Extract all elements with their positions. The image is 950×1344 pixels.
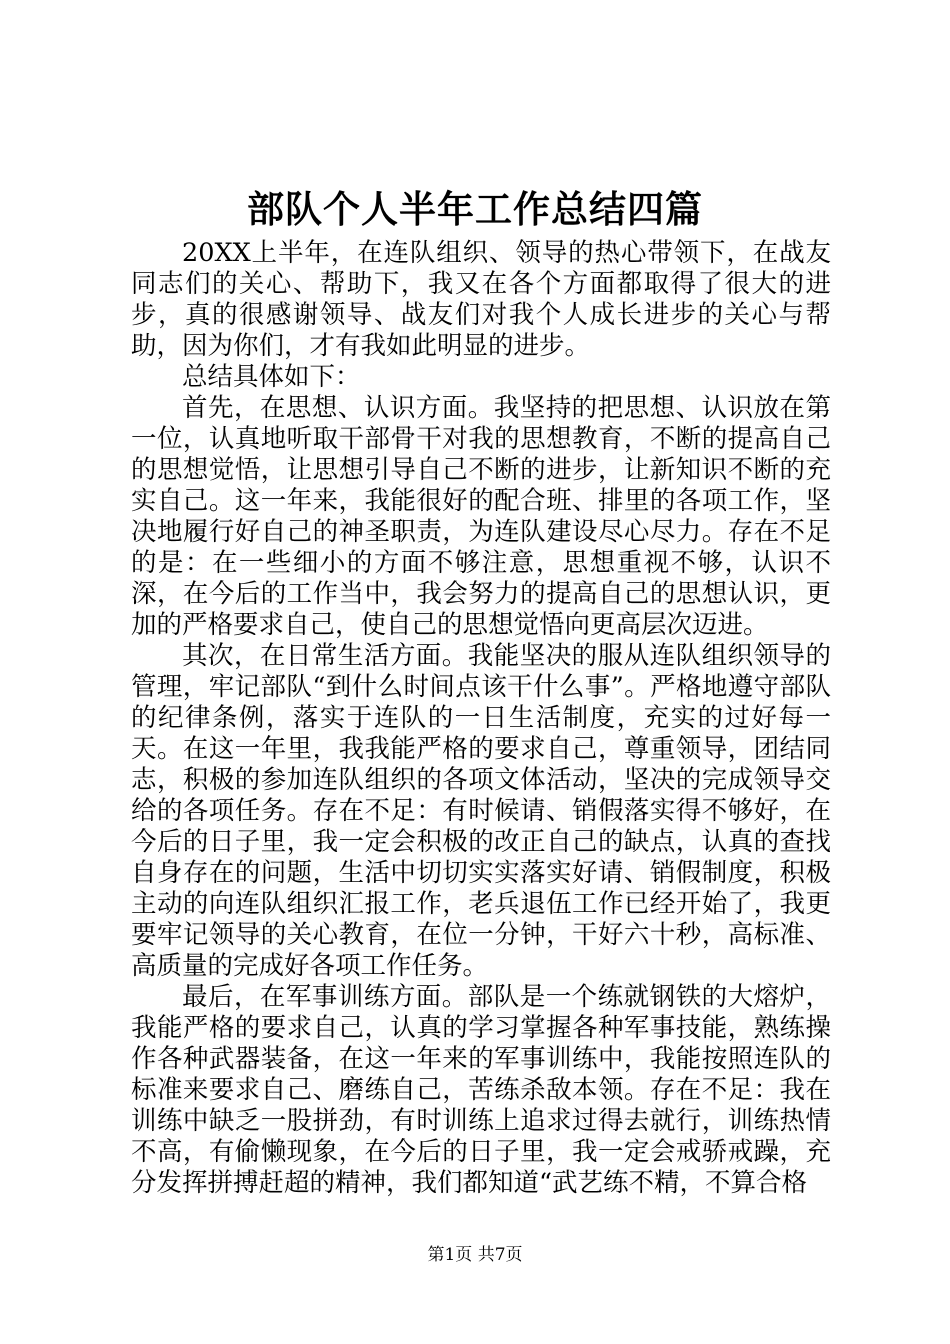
paragraph-summary-lead: 总结具体如下： (182, 362, 361, 392)
page-footer: 第1页 共7页 (427, 1245, 523, 1265)
paragraph-daily-life: 其次，在日常生活方面。我能坚决的服从连队组织领导的管理，牢记部队“到什么时间点该干什么事”。严格地遵守部队的纪律条例，落实于连队的一日生活制度，充实的过好每一天。在这一年里，我我能严格的要求自己，尊重领导，团结同志，积极的参加连队组织的各项文体活动，坚决的完成领导交给的各项任务。存在不足：有时候请、销假落实得不够好，在今后的日子里，我一定会积极的改正自己的缺点，认真的查找自身存在的问题，生活中切切实实落实好请、销假制度，积极主动的向连队组织汇报工作，老兵退伍工作已经开始了，我更要牢记领导的关心教育，在位一分钟，干好六十秒，高标准、高质量的完成好各项工作任务。 (131, 641, 831, 981)
paragraph-military-training: 最后，在军事训练方面。部队是一个练就钢铁的大熔炉，我能严格的要求自己，认真的学习掌握各种军事技能，熟练操作各种武器装备，在这一年来的军事训练中，我能按照连队的标准来要求自己、磨练自己，苦练杀敌本领。存在不足：我在训练中缺乏一股拼劲，有时训练上追求过得去就行，训练热情不高，有偷懒现象，在今后的日子里，我一定会戒骄戒躁，充分发挥拼搏赶超的精神，我们都知道“武艺练不精，不算合格 (131, 982, 831, 1198)
document-body (131, 238, 831, 1199)
document-title: 部队个人半年工作总结四篇 (247, 187, 703, 231)
paragraph-intro: 20XX上半年，在连队组织、领导的热心带领下，在战友同志们的关心、帮助下，我又在各个方面都取得了很大的进步，真的很感谢领导、战友们对我个人成长进步的关心与帮助，因为你们，才有我如此明显的进步。 (131, 238, 831, 361)
paragraph-thought: 首先，在思想、认识方面。我坚持的把思想、认识放在第一位，认真地听取干部骨干对我的思想教育，不断的提高自己的思想觉悟，让思想引导自己不断的进步，让新知识不断的充实自己。这一年来，我能很好的配合班、排里的各项工作，坚决地履行好自己的神圣职责，为连队建设尽心尽力。存在不足的是：在一些细小的方面不够注意，思想重视不够，认识不深，在今后的工作当中，我会努力的提高自己的思想认识，更加的严格要求自己，使自己的思想觉悟向更高层次迈进。 (131, 393, 831, 640)
